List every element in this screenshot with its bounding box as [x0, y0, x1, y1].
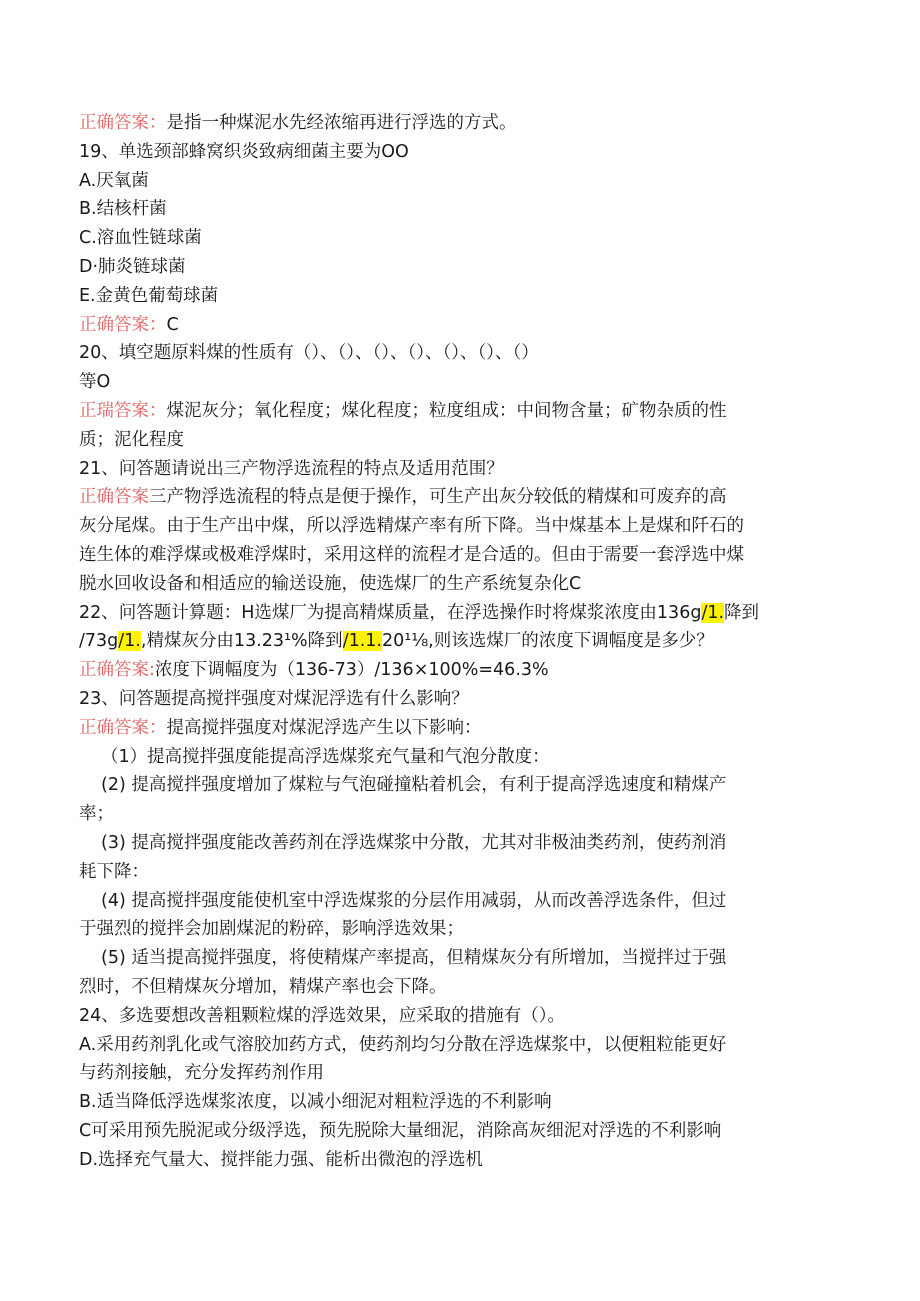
text-line [79, 599, 824, 628]
text-line [79, 1002, 824, 1031]
text-line [79, 743, 824, 772]
line-text: 煤泥灰分；氧化程度；煤化程度；粒度组成：中间物含量；矿物杂质的性 [166, 400, 727, 421]
answer-label: 正确答案： [79, 314, 167, 335]
line-text: 20、填空题原料煤的性质有（）、（）、（）、（）、（）、（）、（） [79, 343, 539, 364]
text-line [79, 397, 824, 426]
line-text: 提高搅拌强度对煤泥浮选产生以下影响： [166, 717, 482, 738]
document-page [79, 109, 824, 1174]
line-text: 脱水回收设备和相适应的输送设施，使选煤厂的生产系统复杂化C [79, 573, 582, 594]
line-text: (3) 提高搅拌强度能改善药剂在浮选煤浆中分散，尤其对非极油类药剂，使药剂消 [101, 832, 727, 853]
line-text: A.采用药剂乳化或气溶胶加药方式，使药剂均匀分散在浮选煤浆中，以便粗粒能更好 [79, 1034, 727, 1055]
text-line [79, 714, 824, 743]
highlighted-text: /1. [701, 602, 725, 623]
line-text: E.金黄色葡萄球菌 [79, 285, 219, 306]
text-line [79, 224, 824, 253]
text-line [79, 1117, 824, 1146]
text-line [79, 973, 824, 1002]
line-text: 质；泥化程度 [79, 429, 184, 450]
text-line [79, 829, 824, 858]
text-line [79, 426, 824, 455]
line-text: 是指一种煤泥水先经浓缩再进行浮选的方式。 [166, 113, 517, 133]
line-text: 与药剂接触，充分发挥药剂作用 [79, 1063, 324, 1084]
answer-label: 正确答案: [79, 660, 155, 681]
line-text: B.适当降低浮选煤浆浓度，以减小细泥对粗粒浮选的不利影响 [79, 1092, 552, 1113]
line-text: C.溶血性链球菌 [79, 228, 202, 249]
text-line [79, 1146, 824, 1175]
line-text: (4) 提高搅拌强度能使机室中浮选煤浆的分层作用减弱，从而改善浮选条件，但过 [101, 890, 727, 911]
text-line [79, 915, 824, 944]
text-line [79, 339, 824, 368]
line-text: 20¹⅛,则该选煤厂的浓度下调幅度是多少？ [381, 631, 714, 652]
line-text: 烈时，不但精煤灰分增加，精煤产率也会下降。 [79, 976, 447, 997]
text-line [79, 1088, 824, 1117]
line-text: 于强烈的搅拌会加剧煤泥的粉碎，影响浮选效果； [79, 919, 464, 940]
line-text: C [166, 314, 179, 335]
text-line [79, 253, 824, 282]
text-line [79, 138, 824, 167]
line-text: (2) 提高搅拌强度增加了煤粒与气泡碰撞粘着机会，有利于提高浮选速度和精煤产 [101, 775, 727, 796]
line-text: (5) 适当提高搅拌强度，将使精煤产率提高，但精煤灰分有所增加，当搅拌过于强 [101, 948, 727, 969]
text-line [79, 1059, 824, 1088]
text-line [79, 455, 824, 484]
line-text: 22、问答题计算题：H选煤厂为提高精煤质量，在浮选操作时将煤浆浓度由136g [79, 602, 702, 623]
text-line [79, 109, 824, 138]
text-line [79, 771, 824, 800]
text-line [79, 887, 824, 916]
text-line [79, 858, 824, 887]
line-text: 24、多选要想改善粗颗粒煤的浮选效果，应采取的措施有（）。 [79, 1005, 566, 1026]
text-line [79, 483, 824, 512]
text-line [79, 282, 824, 311]
highlighted-text: /1.1. [342, 631, 382, 652]
text-line [79, 627, 824, 656]
text-line [79, 368, 824, 397]
line-text: D·肺炎链球菌 [79, 256, 186, 277]
text-line [79, 570, 824, 599]
text-line [79, 512, 824, 541]
line-text: /73g [79, 631, 119, 652]
answer-label: 正确答案 [79, 487, 149, 508]
line-text: 耗下降： [79, 861, 149, 882]
text-line [79, 656, 824, 685]
text-line [79, 944, 824, 973]
line-text: D.选择充气量大、搅拌能力强、能析出微泡的浮选机 [79, 1149, 484, 1170]
line-text: A.厌氧菌 [79, 170, 149, 191]
line-text: 灰分尾煤。由于生产出中煤，所以浮选精煤产率有所下降。当中煤基本上是煤和阡石的 [79, 516, 744, 537]
answer-label: 正瑞答案： [79, 400, 167, 421]
line-text: 连生体的难浮煤或极难浮煤时，采用这样的流程才是合适的。但由于需要一套浮选中煤 [79, 544, 744, 565]
line-text: （1）提高搅拌强度能提高浮选煤浆充气量和气泡分散度： [101, 746, 550, 767]
text-line [79, 1031, 824, 1060]
line-text: 三产物浮选流程的特点是便于操作，可生产出灰分较低的精煤和可废弃的高 [149, 487, 727, 508]
line-text: B.结核杆菌 [79, 199, 167, 220]
line-text: 浓度下调幅度为（136-73）/136×100%=46.3% [154, 660, 549, 681]
text-line [79, 685, 824, 714]
text-line [79, 800, 824, 829]
line-text: 21、问答题请说出三产物浮选流程的特点及适用范围？ [79, 458, 504, 479]
text-line [79, 167, 824, 196]
line-text: 降到 [724, 602, 760, 623]
highlighted-text: /1. [118, 631, 141, 652]
answer-label: 正确答案： [79, 113, 167, 133]
line-text: 等O [79, 372, 111, 393]
line-text: 23、问答题提高搅拌强度对煤泥浮选有什么影响？ [79, 688, 469, 709]
text-line [79, 541, 824, 570]
text-line [79, 311, 824, 340]
line-text: ,精煤灰分由13.23¹%降到 [140, 631, 343, 652]
answer-label: 正确答案： [79, 717, 167, 738]
line-text: 19、单选颈部蜂窝织炎致病细菌主要为OO [79, 141, 409, 162]
line-text: C可采用预先脱泥或分级浮选，预先脱除大量细泥，消除高灰细泥对浮选的不利影响 [79, 1120, 722, 1141]
line-text: 率； [79, 804, 114, 825]
text-line [79, 195, 824, 224]
